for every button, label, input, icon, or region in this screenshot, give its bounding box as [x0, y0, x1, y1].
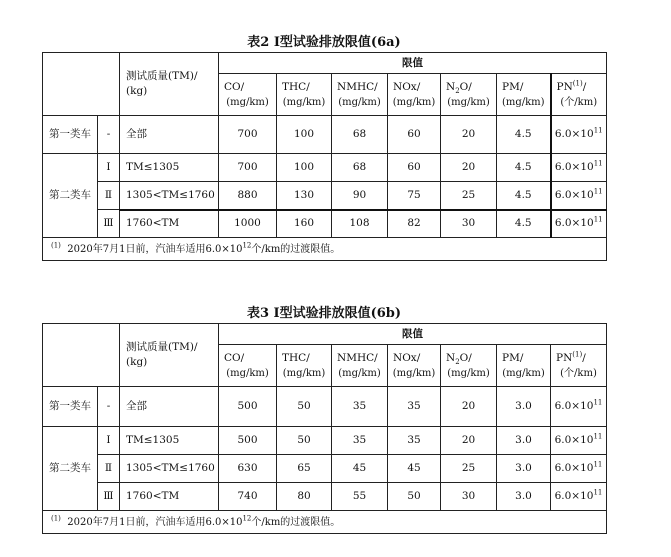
pn-value-cell: $6.0\times 10^{11}$	[551, 182, 607, 210]
class2-sub: Ⅰ	[98, 154, 120, 182]
class1-label: 第一类车	[43, 387, 98, 427]
mass-header	[120, 53, 219, 116]
value-cell: 1000	[219, 210, 277, 238]
value-cell: 880	[219, 182, 277, 210]
table-title: 表2 Ⅰ型试验排放限值(6a)	[247, 35, 401, 50]
class2-sub: Ⅰ	[98, 427, 120, 455]
table-row	[43, 387, 607, 427]
value-cell: 130	[277, 182, 332, 210]
pn-value-cell: $6.0\times 10^{11}$	[551, 116, 607, 154]
class2-mass: TM≤1305	[120, 427, 219, 455]
value-cell: 65	[277, 455, 332, 483]
value-cell: 30	[441, 483, 497, 511]
value-cell: 50	[277, 387, 332, 427]
value-cell: 82	[388, 210, 441, 238]
value-cell: 68	[332, 116, 388, 154]
table-row	[43, 427, 607, 455]
value-cell: 30	[441, 210, 497, 238]
value-cell: 90	[332, 182, 388, 210]
footnote: $^{(1)}$ 2020年7月1日前，汽油车适用$6.0\times 10^{12}$个/km的过渡限值。	[43, 511, 607, 534]
limits-table	[42, 52, 607, 261]
mass-header-line1: 测试质量(TM)/	[126, 70, 198, 82]
limits-table	[42, 323, 607, 534]
limit-header: 限值	[219, 324, 607, 345]
pn-value-cell: $6.0\times 10^{11}$	[551, 154, 607, 182]
pollutant-pm: PM/ (mg/km)	[497, 345, 551, 387]
table-row	[43, 483, 607, 511]
value-cell: 60	[388, 116, 441, 154]
value-cell: 80	[277, 483, 332, 511]
value-cell: 4.5	[497, 116, 551, 154]
class1-mass: 全部	[120, 116, 219, 154]
class2-mass: TM≤1305	[120, 154, 219, 182]
value-cell: 68	[332, 154, 388, 182]
mass-header-line2: (kg)	[126, 85, 148, 97]
value-cell: 45	[332, 455, 388, 483]
class2-label: 第二类车	[43, 427, 98, 511]
mass-header	[120, 324, 219, 387]
corner-cell	[43, 324, 120, 387]
class2-sub: Ⅱ	[98, 182, 120, 210]
value-cell: 50	[277, 427, 332, 455]
class1-label: 第一类车	[43, 116, 98, 154]
table-title: 表3 Ⅰ型试验排放限值(6b)	[246, 306, 402, 321]
class2-mass: 1760<TM	[120, 483, 219, 511]
corner-cell	[43, 53, 120, 116]
value-cell: 55	[332, 483, 388, 511]
value-cell: 160	[277, 210, 332, 238]
pollutant-pn: PN$^{(1)}$/ (个/km)	[551, 345, 607, 387]
value-cell: 20	[441, 154, 497, 182]
class1-mass: 全部	[120, 387, 219, 427]
value-cell: 700	[219, 154, 277, 182]
class2-sub: Ⅱ	[98, 455, 120, 483]
value-cell: 100	[277, 154, 332, 182]
value-cell: 4.5	[497, 210, 551, 238]
value-cell: 500	[219, 387, 277, 427]
value-cell: 3.0	[497, 455, 551, 483]
pn-value-cell: $6.0\times 10^{11}$	[551, 483, 607, 511]
value-cell: 25	[441, 182, 497, 210]
table-row	[43, 455, 607, 483]
value-cell: 50	[388, 483, 441, 511]
footnote-row	[43, 238, 607, 261]
value-cell: 45	[388, 455, 441, 483]
value-cell: 60	[388, 154, 441, 182]
value-cell: 740	[219, 483, 277, 511]
value-cell: 4.5	[497, 154, 551, 182]
pollutant-nmhc: NMHC/ (mg/km)	[332, 74, 388, 116]
value-cell: 108	[332, 210, 388, 238]
pollutant-thc: THC/ (mg/km)	[277, 345, 332, 387]
pn-value-cell: $6.0\times 10^{11}$	[551, 210, 607, 238]
pollutant-pm: PM/ (mg/km)	[497, 74, 551, 116]
pollutant-nox: NOx/ (mg/km)	[388, 345, 441, 387]
value-cell: 20	[441, 387, 497, 427]
class2-sub: Ⅲ	[98, 483, 120, 511]
value-cell: 20	[441, 427, 497, 455]
footnote: $^{(1)}$ 2020年7月1日前，汽油车适用$6.0\times 10^{12}$个/km的过渡限值。	[43, 238, 607, 261]
table-row	[43, 182, 607, 210]
pn-value-cell: $6.0\times 10^{11}$	[551, 427, 607, 455]
pn-value-cell: $6.0\times 10^{11}$	[551, 455, 607, 483]
value-cell: 4.5	[497, 182, 551, 210]
class2-mass: 1305<TM≤1760	[120, 182, 219, 210]
table-row	[43, 154, 607, 182]
pollutant-nmhc: NMHC/ (mg/km)	[332, 345, 388, 387]
value-cell: 3.0	[497, 483, 551, 511]
class2-mass: 1760<TM	[120, 210, 219, 238]
value-cell: 700	[219, 116, 277, 154]
pollutant-co: CO/ (mg/km)	[219, 74, 277, 116]
value-cell: 100	[277, 116, 332, 154]
value-cell: 35	[388, 427, 441, 455]
value-cell: 35	[332, 427, 388, 455]
pollutant-co: CO/ (mg/km)	[219, 345, 277, 387]
value-cell: 3.0	[497, 427, 551, 455]
pn-value-cell: $6.0\times 10^{11}$	[551, 387, 607, 427]
limit-header: 限值	[219, 53, 607, 74]
value-cell: 630	[219, 455, 277, 483]
class1-sub: -	[98, 387, 120, 427]
value-cell: 35	[332, 387, 388, 427]
mass-header-line2: (kg)	[126, 356, 148, 368]
class2-mass: 1305<TM≤1760	[120, 455, 219, 483]
table-row	[43, 116, 607, 154]
value-cell: 75	[388, 182, 441, 210]
pollutant-thc: THC/ (mg/km)	[277, 74, 332, 116]
class2-label: 第二类车	[43, 154, 98, 238]
pollutant-n2o: $N_2O/$ (mg/km)	[441, 345, 497, 387]
class1-sub: -	[98, 116, 120, 154]
footnote-row	[43, 511, 607, 534]
emission-table-6a	[42, 34, 606, 261]
pollutant-n2o: $N_2O/$ (mg/km)	[441, 74, 497, 116]
table-row	[43, 210, 607, 238]
value-cell: 3.0	[497, 387, 551, 427]
mass-header-line1: 测试质量(TM)/	[126, 341, 198, 353]
value-cell: 500	[219, 427, 277, 455]
pollutant-nox: NOx/ (mg/km)	[388, 74, 441, 116]
value-cell: 25	[441, 455, 497, 483]
class2-sub: Ⅲ	[98, 210, 120, 238]
pollutant-pn: PN$^{(1)}$/ (个/km)	[551, 74, 607, 116]
value-cell: 35	[388, 387, 441, 427]
emission-table-6b	[42, 305, 606, 534]
value-cell: 20	[441, 116, 497, 154]
